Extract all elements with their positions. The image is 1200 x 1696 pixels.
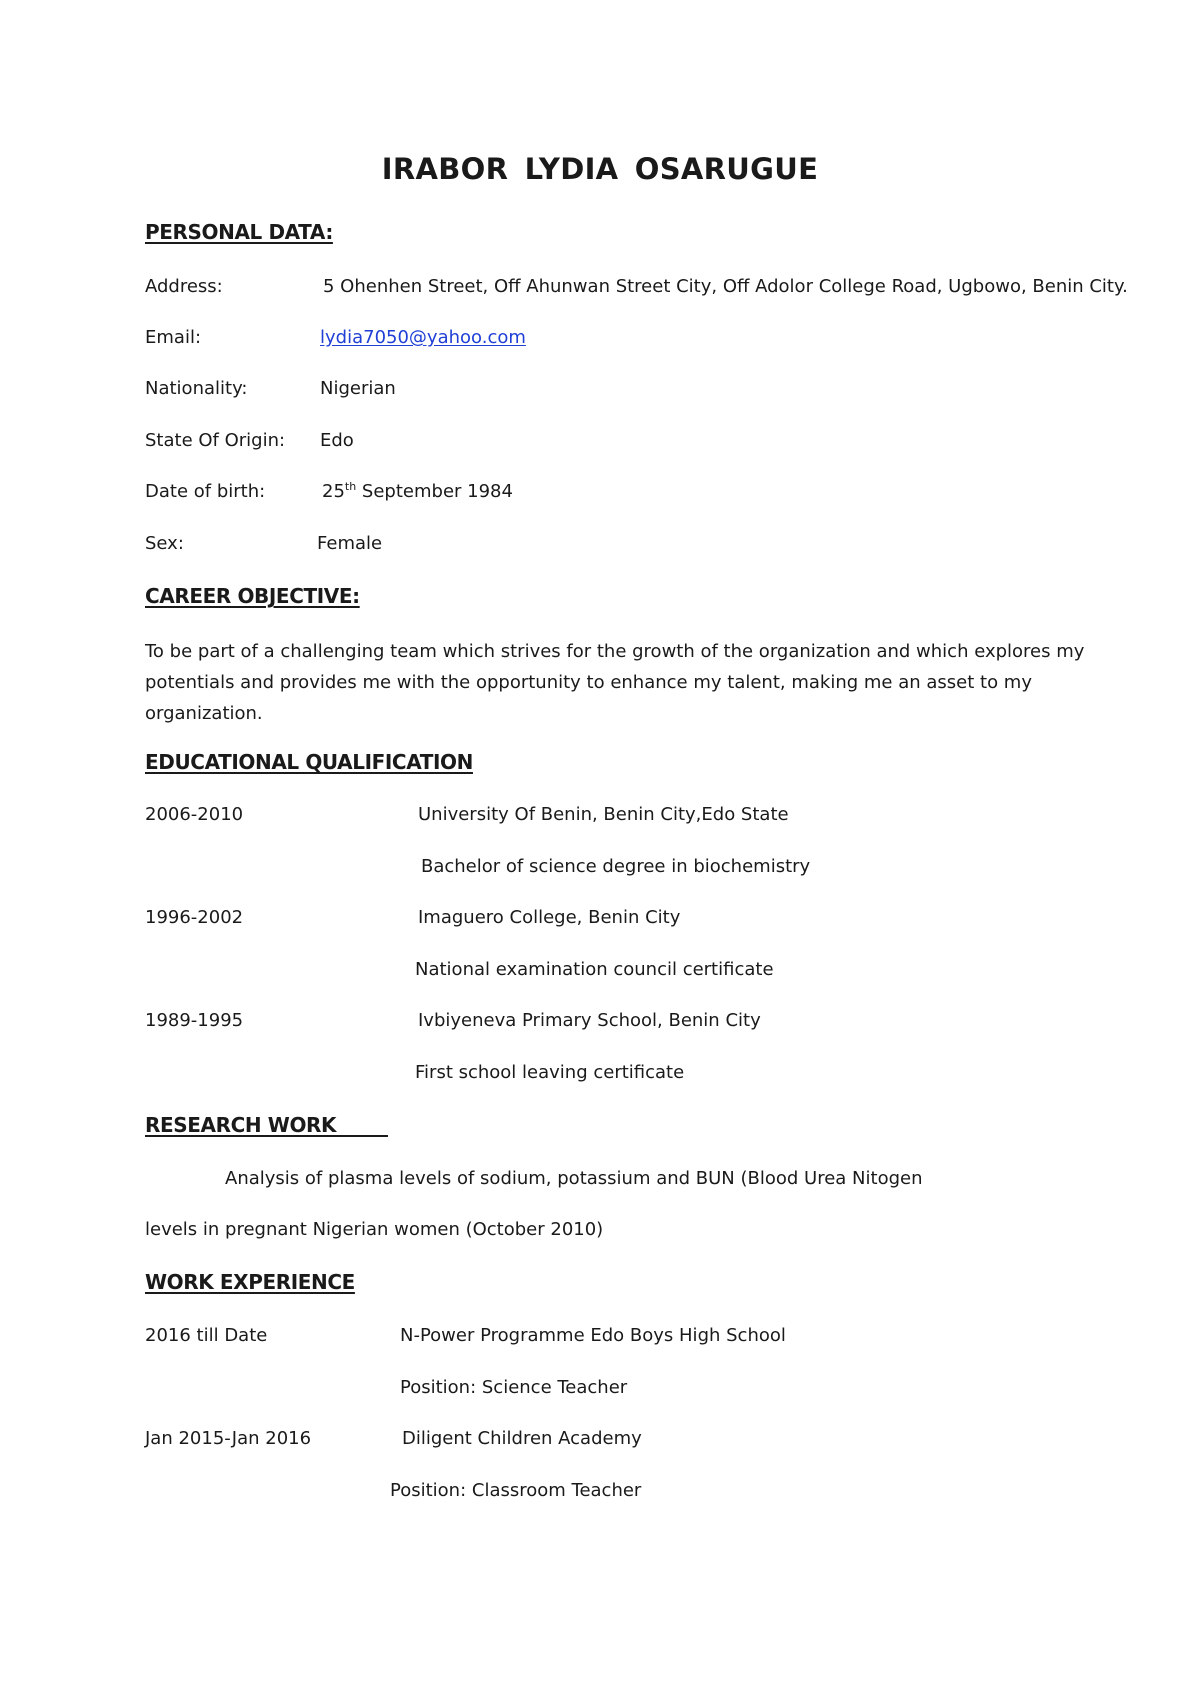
career-objective-text: To be part of a challenging team which strives for the growth of the organization and which explores my potentials and provides me with the opportunity to enhance my talent, making me an asset to my organization.	[145, 641, 1085, 724]
heading-underline-rule	[322, 1135, 388, 1137]
education-award: First school leaving certificate	[415, 1062, 685, 1083]
resume-name: IRABOR LYDIA OSARUGUE	[381, 152, 819, 186]
career-objective-heading: CAREER OBJECTIVE:	[145, 584, 360, 608]
email-link[interactable]: lydia7050@yahoo.com	[320, 327, 526, 348]
education-years: 1996-2002	[145, 907, 244, 928]
work-period: Jan 2015-Jan 2016	[145, 1428, 312, 1449]
nationality-value: Nigerian	[320, 378, 396, 399]
sex-label: Sex:	[145, 533, 184, 554]
education-award: National examination council certificate	[415, 959, 774, 980]
state-of-origin-label: State Of Origin:	[145, 430, 286, 451]
research-work-heading: RESEARCH WORK	[145, 1113, 337, 1137]
dob-ordinal: th	[344, 480, 357, 493]
education-years: 1989-1995	[145, 1010, 244, 1031]
dob-rest: September 1984	[356, 481, 513, 502]
work-position: Position: Classroom Teacher	[390, 1480, 642, 1501]
research-text-line-2: levels in pregnant Nigerian women (October 2010)	[145, 1219, 604, 1240]
address-label: Address:	[145, 276, 223, 297]
education-award: Bachelor of science degree in biochemistry	[421, 856, 811, 877]
address-value: 5 Ohenhen Street, Off Ahunwan Street City, Off Adolor College Road, Ugbowo, Benin City.	[323, 276, 1128, 297]
education-years: 2006-2010	[145, 804, 244, 825]
education-school: Imaguero College, Benin City	[418, 907, 681, 928]
education-school: Ivbiyeneva Primary School, Benin City	[418, 1010, 761, 1031]
research-text-line-1: Analysis of plasma levels of sodium, potassium and BUN (Blood Urea Nitogen	[225, 1168, 923, 1189]
work-position: Position: Science Teacher	[400, 1377, 628, 1398]
date-of-birth-value	[322, 481, 513, 503]
education-heading: EDUCATIONAL QUALIFICATION	[145, 750, 473, 774]
work-period: 2016 till Date	[145, 1325, 268, 1346]
sex-value: Female	[317, 533, 383, 554]
personal-data-heading: PERSONAL DATA:	[145, 220, 333, 244]
nationality-label: Nationality:	[145, 378, 248, 399]
dob-day: 25	[322, 481, 345, 502]
work-employer: Diligent Children Academy	[402, 1428, 642, 1449]
date-of-birth-label: Date of birth:	[145, 481, 266, 502]
work-experience-heading: WORK EXPERIENCE	[145, 1270, 355, 1294]
state-of-origin-value: Edo	[320, 430, 354, 451]
work-employer: N-Power Programme Edo Boys High School	[400, 1325, 786, 1346]
education-school: University Of Benin, Benin City,Edo State	[418, 804, 789, 825]
email-label: Email:	[145, 327, 202, 348]
